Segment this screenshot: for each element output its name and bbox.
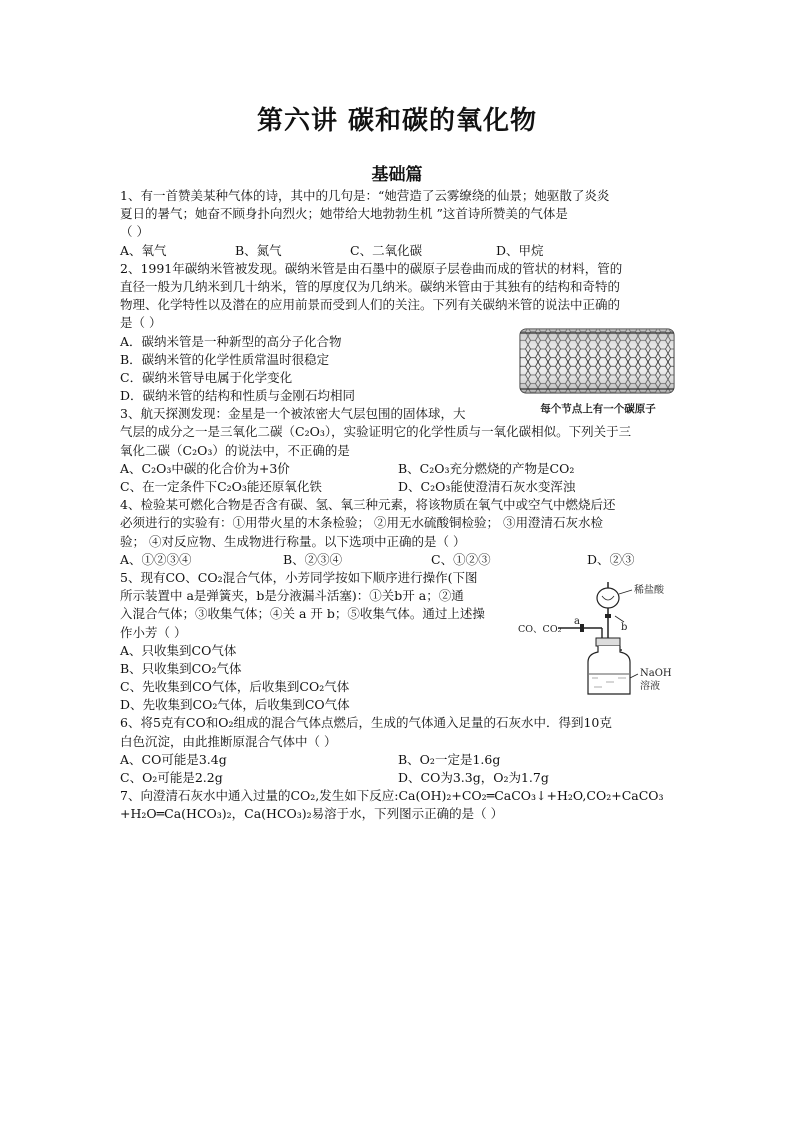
option-b: B、C₂O₃充分燃烧的产物是CO₂	[398, 460, 575, 476]
option-b: B．碳纳米管的化学性质常温时很稳定	[120, 351, 330, 367]
question-text-line: 必须进行的实验有：①用带火星的木条检验； ②用无水硫酸铜检验； ③用澄清石灰水检	[120, 515, 603, 531]
option-c: C．碳纳米管导电属于化学变化	[120, 369, 293, 385]
options-row	[120, 551, 676, 569]
question-text-line: 气层的成分之一是三氧化二碳（C₂O₃），实验证明它的化学性质与一氧化碳相似。下列关于三	[120, 424, 632, 440]
option-a: A．碳纳米管是一种新型的高分子化合物	[120, 333, 342, 349]
question-6	[120, 714, 676, 787]
naoh-label: NaOH	[640, 668, 672, 679]
option-b: B、氮气	[235, 242, 282, 258]
question-text-line: 是（ ）	[120, 315, 162, 331]
question-text-line: 氧化二碳（C₂O₃）的说法中，不正确的是	[120, 442, 350, 458]
clip-a-label: a	[574, 616, 580, 627]
question-text-line: 物理、化学特性以及潜在的应用前景而受到人们的关注。下列有关碳纳米管的说法中正确的	[120, 297, 621, 313]
option-c: C、二氧化碳	[350, 242, 423, 258]
option-a: A、只收集到CO气体	[120, 642, 237, 658]
options-row	[120, 751, 676, 769]
question-text-line: 夏日的暑气；她奋不顾身扑向烈火；她带给大地勃勃生机 ”这首诗所赞美的气体是	[120, 206, 568, 222]
question-list	[120, 187, 676, 824]
question-text-line: 直径一般为几纳米到几十纳米，管的厚度仅为几纳米。碳纳米管由于其独有的结构和奇特的	[120, 278, 621, 294]
section-title: 基础篇	[371, 165, 423, 185]
option-a: A、CO可能是3.4g	[120, 751, 227, 767]
option-d: D、CO为3.3g，O₂为1.7g	[398, 770, 549, 785]
solution-label: 溶液	[640, 681, 660, 692]
question-text-line: 6、将5克有CO和O₂组成的混合气体点燃后，生成的气体通入足量的石灰水中．得到10克	[120, 715, 612, 731]
apparatus-illustration	[518, 578, 678, 698]
option-c: C、先收集到CO气体，后收集到CO₂气体	[120, 679, 350, 695]
options-row	[120, 769, 676, 787]
option-c: C、在一定条件下C₂O₃能还原氧化铁	[120, 479, 322, 494]
question-text-line: 4、检验某可燃化合物是否含有碳、氢、氧三种元素，将该物质在氧气中或空气中燃烧后还	[120, 497, 616, 513]
option-d: D、C₂O₃能使澄清石灰水变浑浊	[398, 479, 576, 494]
question-text-line: 白色沉淀，由此推断原混合气体中（ ）	[120, 733, 337, 749]
question-3	[120, 405, 676, 496]
question-text-line: （ ）	[120, 224, 149, 240]
options-row	[120, 460, 676, 478]
question-text-line: 2、1991年碳纳米管被发现。碳纳米管是由石墨中的碳原子层卷曲而成的管状的材料，管的	[120, 260, 623, 276]
question-text-line: +H₂O═Ca(HCO₃)₂，Ca(HCO₃)₂易溶于水，下列图示正确的是（ ）	[120, 806, 504, 822]
option-d: D、先收集到CO₂气体，后收集到CO气体	[120, 697, 350, 713]
question-text-line: 3、航天探测发现：金星是一个被浓密大气层包围的固体球，大	[120, 406, 466, 422]
apparatus-figure	[518, 578, 678, 698]
option-c: C、①②③	[431, 551, 491, 567]
question-1	[120, 187, 676, 260]
question-text-line: 所示装置中 a是弹簧夹，b是分液漏斗活塞)：①关b开 a；②通	[120, 588, 464, 604]
options-row	[120, 242, 676, 260]
option-b: B、②③④	[283, 551, 343, 567]
question-text-line: 作小芳（ ）	[120, 624, 187, 640]
option-a: A、①②③④	[120, 551, 192, 567]
nanotube-illustration	[518, 323, 678, 418]
stopcock-b-label: b	[621, 622, 628, 633]
question-text-line: 1、有一首赞美某种气体的诗，其中的几句是：“她营造了云雾缭绕的仙景；她驱散了炎炎	[120, 188, 610, 203]
option-a: A、C₂O₃中碳的化合价为+3价	[120, 460, 290, 476]
option-b: B、O₂一定是1.6g	[398, 751, 501, 767]
page-title: 第六讲 碳和碳的氧化物	[256, 106, 538, 136]
carbon-nanotube-figure	[518, 323, 678, 418]
question-text-line: 验； ④对反应物、生成物进行称量。以下选项中正确的是（ ）	[120, 533, 466, 549]
option-a: A、氧气	[120, 242, 167, 258]
figure-caption: 每个节点上有一个碳原子	[540, 403, 656, 415]
options-row	[120, 478, 676, 496]
option-d: D、甲烷	[496, 242, 544, 258]
question-4	[120, 496, 676, 569]
question-text-line: 7、向澄清石灰水中通入过量的CO₂,发生如下反应:Ca(OH)₂+CO₂═CaCO₃↓+H₂O,CO₂+CaCO₃	[120, 788, 664, 804]
acid-label: 稀盐酸	[634, 585, 664, 596]
gas-inlet-label: CO、CO₂	[518, 624, 562, 635]
option-d: D、②③	[587, 551, 635, 567]
question-text-line: 5、现有CO、CO₂混合气体，小芳同学按如下顺序进行操作(下图	[120, 569, 478, 585]
option-b: B、只收集到CO₂气体	[120, 660, 242, 676]
option-c: C、O₂可能是2.2g	[120, 770, 223, 785]
question-7	[120, 787, 676, 823]
question-text-line: 入混合气体；③收集气体；④关 a 开 b；⑤收集气体。通过上述操	[120, 606, 485, 622]
option-d: D．碳纳米管的结构和性质与金刚石均相同	[120, 388, 356, 404]
